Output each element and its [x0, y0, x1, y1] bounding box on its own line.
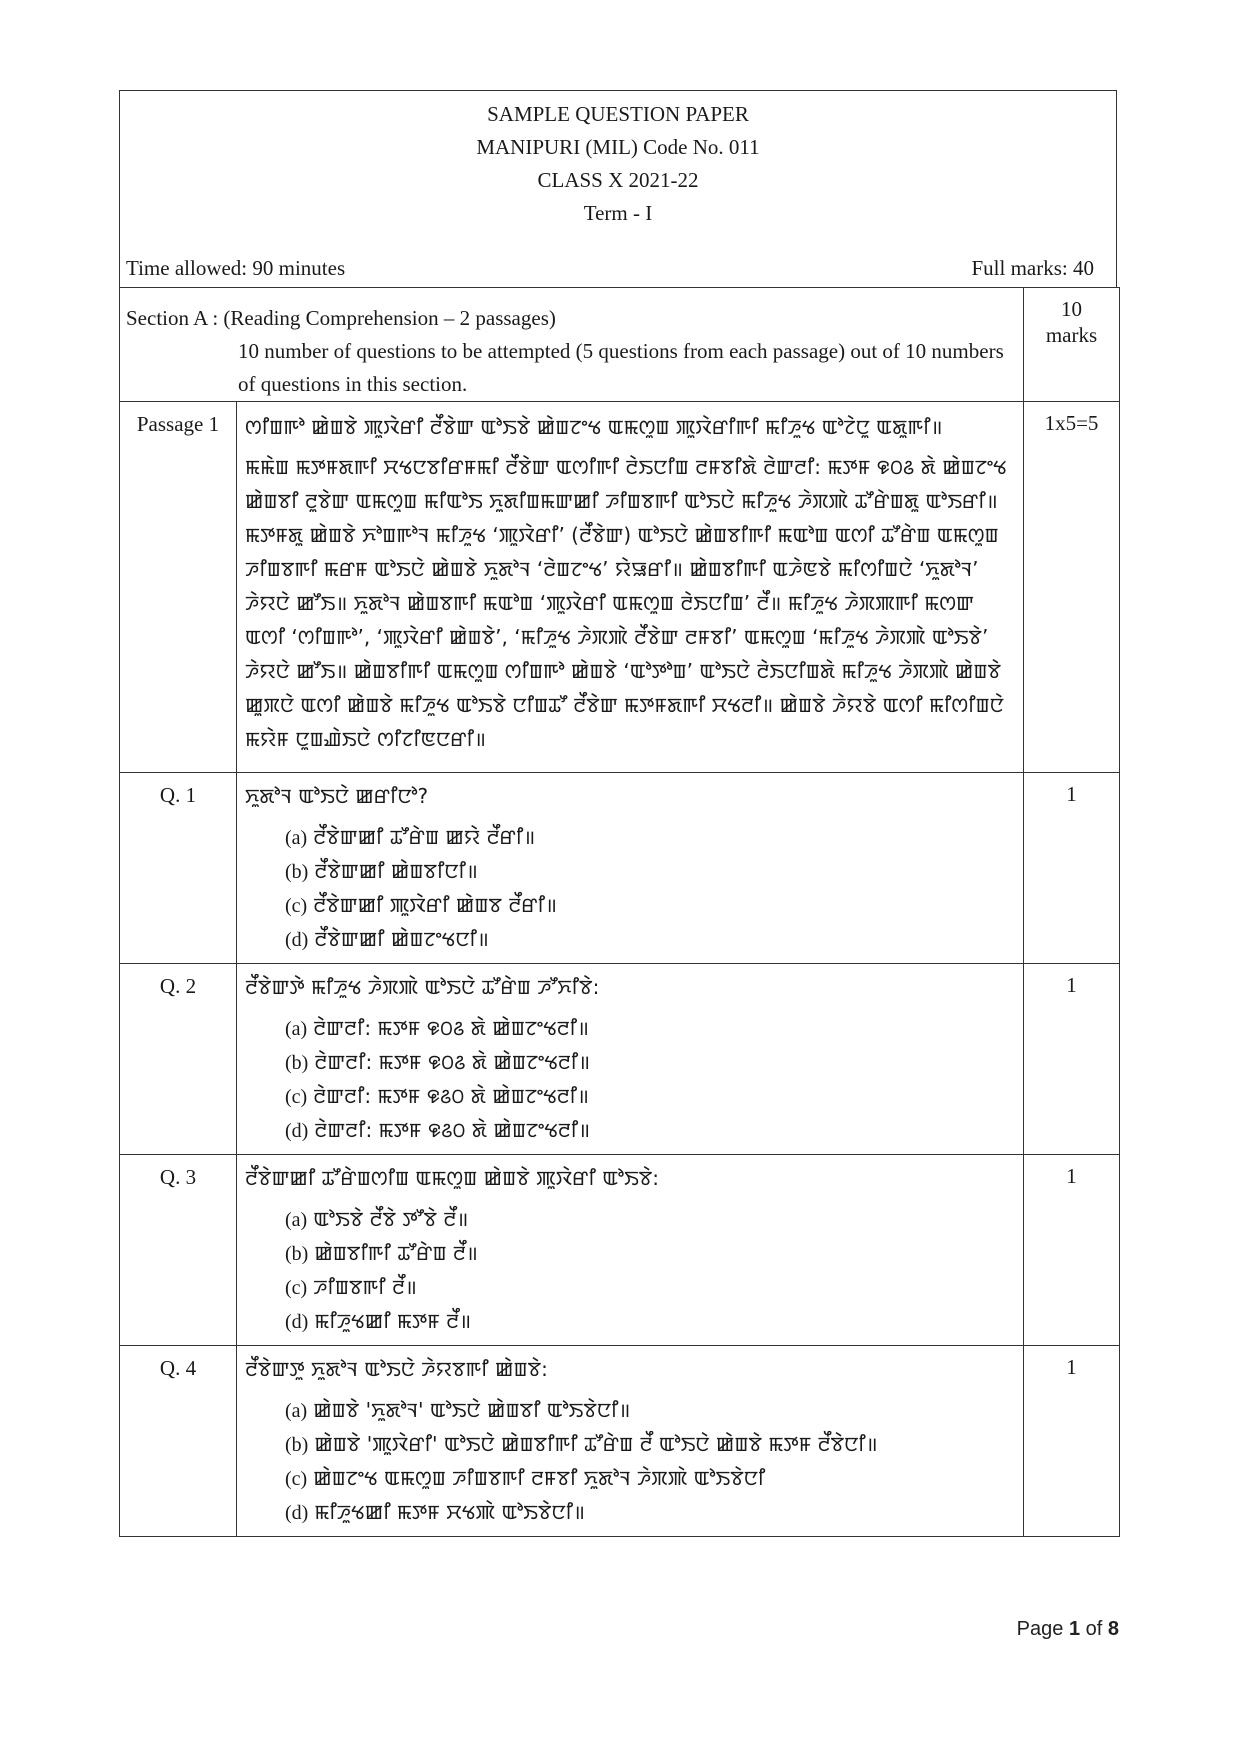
question-marks: 1: [1024, 773, 1120, 964]
title-line: SAMPLE QUESTION PAPER: [487, 102, 749, 126]
question-body: [237, 1155, 1024, 1346]
option-label: (c): [285, 1468, 308, 1490]
option: [285, 1046, 1015, 1080]
option-label: (c): [285, 895, 308, 917]
option-label: (d): [285, 1120, 309, 1142]
page-word: Page: [1016, 1618, 1064, 1640]
option: [285, 1394, 1015, 1428]
passage-row: [120, 402, 1120, 773]
section-marks-value: 10: [1061, 297, 1083, 321]
section-marks-label: marks: [1045, 323, 1098, 347]
question-marks: 1: [1024, 964, 1120, 1155]
option: [285, 1080, 1015, 1114]
title-line: Term - I: [583, 201, 653, 225]
question-body: [237, 773, 1024, 964]
question-number: Q. 2: [120, 964, 237, 1155]
option-text: ꯂꯩꯕꯥꯛꯀꯤ ꯄꯨꯋꯥꯔꯤ ꯀꯥꯡꯕ ꯂꯩꯔꯤ॥: [313, 893, 557, 917]
option-text: ꯂꯥꯛꯂꯤ: ꯃꯇꯝ ꯶꯰꯴ ꯗꯥ ꯀꯥꯡꯖꯦꯠꯂꯤ॥: [314, 1050, 591, 1074]
full-marks: Full marks: 40: [971, 256, 1094, 280]
option-text: ꯀꯥꯡꯕꯥ 'ꯄꯨꯋꯥꯔꯤ' ꯑꯣꯏꯅꯥ ꯀꯥꯡꯕꯤꯒꯤ ꯊꯧꯔꯥꯡ ꯂꯩ ꯑꯣꯏꯅꯥ ꯀꯥꯡꯕꯥ ꯃꯇꯝ ꯂꯩꯕꯥꯅꯤ॥: [314, 1432, 878, 1456]
question-marks: 1: [1024, 1155, 1120, 1346]
option-text: ꯂꯥꯛꯂꯤ: ꯃꯇꯝ ꯶꯰꯴ ꯗꯥ ꯀꯥꯡꯖꯦꯠꯂꯤ॥: [313, 1016, 589, 1040]
passage-text: [237, 402, 1024, 773]
question-stem: ꯂꯩꯕꯥꯛꯀꯤ ꯊꯧꯔꯥꯡꯁꯤꯡ ꯑꯃꯁꯨꯡ ꯀꯥꯡꯕꯥ ꯄꯨꯋꯥꯔꯤ ꯑꯣꯏꯕꯥ:: [245, 1166, 660, 1190]
option-text: ꯂꯩꯕꯥꯛꯀꯤ ꯀꯥꯡꯕꯤꯅꯤ॥: [314, 859, 478, 883]
option-label: (a): [285, 827, 308, 849]
option: [285, 855, 1015, 889]
option-text: ꯃꯤꯍꯨꯠꯀꯤ ꯃꯇꯝ ꯆꯠꯄꯥ ꯑꯣꯏꯕꯥꯅꯤ॥: [314, 1500, 586, 1524]
current-page: 1: [1068, 1618, 1081, 1640]
question-row: [120, 1155, 1120, 1346]
page-footer: [1017, 1618, 1119, 1641]
option-text: ꯂꯩꯕꯥꯛꯀꯤ ꯊꯧꯔꯥꯡ ꯀꯌꯥ ꯂꯩꯔꯤ॥: [313, 825, 536, 849]
option: [285, 1428, 1015, 1462]
title-line: CLASS X 2021-22: [537, 168, 699, 192]
option: [285, 1496, 1015, 1530]
section-marks: [1024, 288, 1120, 402]
option: [285, 1462, 1015, 1496]
section-a-row: [120, 288, 1120, 402]
option-text: ꯂꯩꯕꯥꯛꯀꯤ ꯀꯥꯡꯖꯦꯠꯅꯤ॥: [314, 927, 489, 951]
option: [285, 1012, 1015, 1046]
passage-title: ꯁꯤꯡꯒꯣ ꯀꯥꯡꯕꯥ ꯄꯨꯋꯥꯔꯤ ꯂꯩꯕꯥꯛ ꯑꯣꯏꯕꯥ ꯀꯥꯡꯖꯦꯠ ꯑꯃꯁꯨꯡ ꯄꯨꯋꯥꯔꯤꯒꯤ ꯃꯤꯍꯨꯠ ꯑꯣꯖꯥꯅꯨ ꯑꯗꯨꯒꯤ॥: [245, 415, 943, 439]
option-text: ꯀꯥꯡꯕꯥ 'ꯈꯨꯗꯣꯜ' ꯑꯣꯏꯅꯥ ꯀꯥꯡꯕꯤ ꯑꯣꯏꯕꯥꯅꯤ॥: [313, 1398, 631, 1422]
time-allowed: Time allowed: 90 minutes: [126, 256, 346, 280]
option-label: (b): [285, 1052, 309, 1074]
paper-header: [119, 90, 1117, 287]
question-table: [119, 287, 1120, 1537]
option-text: ꯍꯤꯡꯕꯒꯤ ꯂꯩ॥: [313, 1275, 417, 1299]
section-heading: Section A : (Reading Comprehension – 2 passages): [126, 306, 556, 330]
option-label: (b): [285, 1243, 309, 1265]
option-label: (a): [285, 1400, 308, 1422]
option-label: (b): [285, 861, 309, 883]
question-body: [237, 964, 1024, 1155]
question-number: Q. 1: [120, 773, 237, 964]
option: [285, 923, 1015, 957]
option-label: (d): [285, 929, 309, 951]
option-label: (a): [285, 1018, 308, 1040]
passage-label: Passage 1: [120, 402, 237, 773]
option-text: ꯂꯥꯛꯂꯤ: ꯃꯇꯝ ꯶꯴꯰ ꯗꯥ ꯀꯥꯡꯖꯦꯠꯂꯤ॥: [314, 1118, 591, 1142]
question-row: [120, 964, 1120, 1155]
question-row: [120, 1346, 1120, 1537]
option-text: ꯃꯤꯍꯨꯠꯀꯤ ꯃꯇꯝ ꯂꯩ॥: [314, 1309, 472, 1333]
of-word: of: [1085, 1618, 1103, 1640]
total-pages: 8: [1107, 1618, 1119, 1640]
title-line: MANIPURI (MIL) Code No. 011: [476, 135, 760, 159]
option: [285, 1203, 1015, 1237]
title-block: [120, 91, 1116, 230]
option: [285, 1305, 1015, 1339]
option: [285, 889, 1015, 923]
option-text: ꯑꯣꯏꯕꯥ ꯂꯩꯕꯥ ꯇꯧꯕꯥ ꯂꯩ॥: [313, 1207, 469, 1231]
question-stem: ꯈꯨꯗꯣꯜ ꯑꯣꯏꯅꯥ ꯀꯔꯤꯅꯣ?: [245, 784, 429, 808]
option-label: (b): [285, 1434, 309, 1456]
option-label: (d): [285, 1311, 309, 1333]
question-marks: 1: [1024, 1346, 1120, 1537]
section-a-cell: [120, 288, 1024, 402]
option-text: ꯀꯥꯡꯕꯤꯒꯤ ꯊꯧꯔꯥꯡ ꯂꯩ॥: [314, 1241, 478, 1265]
question-body: [237, 1346, 1024, 1537]
option: [285, 1237, 1015, 1271]
passage-marks: 1x5=5: [1024, 402, 1120, 773]
option: [285, 1114, 1015, 1148]
option-label: (c): [285, 1277, 308, 1299]
option: [285, 1271, 1015, 1305]
question-stem: ꯂꯩꯕꯥꯛꯇꯨ ꯈꯨꯗꯣꯜ ꯑꯣꯏꯅꯥ ꯍꯥꯌꯕꯒꯤ ꯀꯥꯡꯕꯥ:: [245, 1357, 548, 1381]
passage-body: ꯃꯃꯥꯡ ꯃꯇꯝꯗꯒꯤ ꯆꯠꯅꯕꯤꯔꯝꯃꯤ ꯂꯩꯕꯥꯛ ꯑꯁꯤꯒꯤ ꯂꯥꯏꯅꯤꯡ ꯂꯝꯕꯤꯗꯥ ꯂꯥꯛꯂꯤ: ꯃꯇꯝ ꯶꯰꯴ ꯗꯥ ꯀꯥꯡꯖꯦꯠ ꯀꯥꯡꯕꯤ ꯂꯨꯕꯥꯛ ꯑꯃꯁꯨꯡ ꯃꯤꯑꯣꯏ ꯈꯨꯗꯤꯡꯃꯛꯀꯤ ꯍꯤꯡꯕꯒꯤ ꯑꯣꯏꯅꯥ ꯃꯤꯍꯨꯠ ꯍꯥꯞꯄꯥ ꯊꯧꯔꯥꯡꯗꯨ ꯑꯣꯏꯔꯤ॥ ꯃꯇꯝꯗꯨ ꯀꯥꯡꯕꯥ ꯈꯣꯡꯒꯣꯜ ꯃꯤꯍꯨꯠ ‘ꯄꯨꯋꯥꯔꯤ’ (ꯂꯩꯕꯥꯛ) ꯑꯣꯏꯅꯥ ꯀꯥꯡꯕꯤꯒꯤ ꯃꯑꯣꯡ ꯑꯁꯤ ꯊꯧꯔꯥꯡ ꯑꯃꯁꯨꯡ ꯍꯤꯡꯕꯒꯤ ꯃꯔꯝ ꯑꯣꯏꯅꯥ ꯀꯥꯡꯕꯥ ꯈꯨꯗꯣꯜ ‘ꯂꯥꯡꯖꯦꯠ’ ꯌꯥꯎꯔꯤ॥ ꯀꯥꯡꯕꯤꯒꯤ ꯑꯍꯥꯟꯕꯥ ꯃꯤꯁꯤꯡꯅꯥ ‘ꯈꯨꯗꯣꯜ’ ꯍꯥꯌꯅꯥ ꯀꯧꯏ॥ ꯈꯨꯗꯣꯜ ꯀꯥꯡꯕꯒꯤ ꯃꯑꯣꯡ ‘ꯄꯨꯋꯥꯔꯤ ꯑꯃꯁꯨꯡ ꯂꯥꯏꯅꯤꯡ’ ꯂꯩ॥ ꯃꯤꯍꯨꯠ ꯍꯥꯞꯄꯒꯤ ꯃꯁꯛ ꯑꯁꯤ ‘ꯁꯤꯡꯒꯣ’, ‘ꯄꯨꯋꯥꯔꯤ ꯀꯥꯡꯕꯥ’, ‘ꯃꯤꯍꯨꯠ ꯍꯥꯞꯄꯥ ꯂꯩꯕꯥꯛ ꯂꯝꯕꯤ’ ꯑꯃꯁꯨꯡ ‘ꯃꯤꯍꯨꯠ ꯍꯥꯞꯄꯥ ꯑꯣꯏꯕꯥ’ ꯍꯥꯌꯅꯥ ꯀꯧꯏ॥ ꯀꯥꯡꯕꯤꯒꯤ ꯑꯃꯁꯨꯡ ꯁꯤꯡꯒꯣ ꯀꯥꯡꯕꯥ ‘ꯑꯣꯇꯣꯡ’ ꯑꯣꯏꯅꯥ ꯂꯥꯏꯅꯤꯡꯗꯥ ꯃꯤꯍꯨꯠ ꯍꯥꯞꯄꯥ ꯀꯥꯡꯕꯥ ꯀꯨꯞꯅꯥ ꯑꯁꯤ ꯀꯥꯡꯕꯥ ꯃꯤꯍꯨꯠ ꯑꯣꯏꯕꯥ ꯅꯤꯡꯊꯧ ꯂꯩꯕꯥꯛ ꯃꯇꯝꯗꯒꯤ ꯆꯠꯂꯤ॥ ꯀꯥꯡꯕꯥ ꯍꯥꯌꯕꯥ ꯑꯁꯤ ꯃꯤꯁꯤꯡꯅꯥ ꯃꯌꯥꯝ ꯅꯨꯡꯉꯥꯏꯅꯥ ꯁꯤꯖꯤꯟꯅꯔꯤ॥: [245, 455, 1007, 751]
question-stem: ꯂꯩꯕꯥꯛꯇꯥ ꯃꯤꯍꯨꯠ ꯍꯥꯞꯄꯥ ꯑꯣꯏꯅꯥ ꯊꯧꯔꯥꯡ ꯍꯧꯈꯤꯕꯥ:: [245, 975, 600, 999]
question-number: Q. 4: [120, 1346, 237, 1537]
option-label: (d): [285, 1502, 309, 1524]
section-instruction: 10 number of questions to be attempted (5 questions from each passage) out of 10 numbers of questions in this section.: [238, 339, 1004, 396]
option-text: ꯂꯥꯛꯂꯤ: ꯃꯇꯝ ꯶꯴꯰ ꯗꯥ ꯀꯥꯡꯖꯦꯠꯂꯤ॥: [313, 1084, 589, 1108]
question-row: [120, 773, 1120, 964]
question-number: Q. 3: [120, 1155, 237, 1346]
option-text: ꯀꯥꯡꯖꯦꯠ ꯑꯃꯁꯨꯡ ꯍꯤꯡꯕꯒꯤ ꯂꯝꯕꯤ ꯈꯨꯗꯣꯜ ꯍꯥꯞꯄꯥ ꯑꯣꯏꯕꯥꯅꯤ: [313, 1466, 766, 1490]
option-label: (c): [285, 1086, 308, 1108]
option-label: (a): [285, 1209, 308, 1231]
option: [285, 821, 1015, 855]
